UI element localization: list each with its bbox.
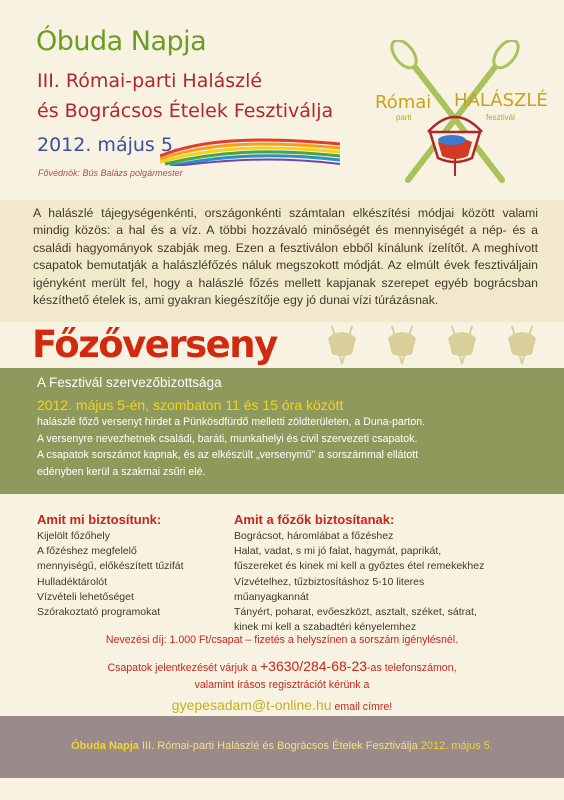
logo-text-parti: parti <box>396 113 412 122</box>
competition-date: 2012. május 5-én, szombaton 11 és 15 óra között <box>37 397 344 413</box>
competition-details <box>37 414 537 480</box>
list-item: Szórakoztató programokat <box>37 606 161 619</box>
we-provide-heading: Amit mi biztosítunk: <box>37 512 162 527</box>
email-link[interactable]: gyepesadam@t-online.hu <box>171 697 332 713</box>
contact-email-line <box>0 697 564 713</box>
page-title: Óbuda Napja <box>36 26 207 57</box>
list-item: fűszereket és kinek mi kell a győztes étel remekekhez <box>234 560 485 573</box>
list-item: Vízvételi lehetőséget <box>37 590 134 603</box>
footer-date: 2012. május 5. <box>420 740 493 752</box>
entry-fee: Nevezési díj: 1.000 Ft/csapat – fizetés a helyszínen a sorszám igénylésnél. <box>105 634 459 646</box>
festival-date: 2012. május 5. <box>37 134 179 156</box>
competition-line: A versenyre nevezhetnek családi, baráti, munkahelyi és civil szervezeti csapatok. <box>37 432 418 445</box>
list-item: kinek mi kell a szabadtéri kényelemhez <box>234 621 417 634</box>
cooking-pots-icon <box>320 320 560 366</box>
competition-organizer: A Fesztivál szervezőbizottsága <box>37 375 222 390</box>
email-suffix: email címre! <box>334 701 393 713</box>
festival-title-line1: III. Római-parti Halászlé <box>37 70 263 92</box>
patron-note: Fővédnök: Bús Balázs polgármester <box>38 168 183 178</box>
we-provide-list <box>37 529 184 620</box>
list-item: A főzéshez megfelelő <box>37 545 137 558</box>
contact-prefix: Csapatok jelentkezését várjuk a <box>107 662 258 674</box>
competition-line: halászlé főző versenyt hirdet a Pünkösdfürdő melletti zöldterületen, a Duna-parton. <box>37 416 426 428</box>
list-item: Vízvételhez, tűzbiztosításhoz 5-10 literes <box>234 575 425 588</box>
intro-paragraph: A halászlé tájegységenkénti, országonkénti számtalan elkészítési módjai között valami mindig közös: a hal és a víz. A többi hozzávaló minőségét és mennyiségét a nép- és a családi hagyományok szabják meg. Ezen a fesztiválon ebből kínálunk ízelítőt. A meghívott csapatok bemutatják a halászléfőzés náluk megszokott módját. Az elmúlt évek fesztiváljain igényként merült fel, hogy a halászlé főzés mellett kapjanak szerepet egyéb bográcsban készíthető ételek is, ami gyakran kiegészítője egy jó dunai vízi túrázásnak. <box>33 206 538 308</box>
logo-text-fesztival: fesztivál <box>486 113 515 122</box>
list-item: Kijelölt főzőhely <box>37 530 110 542</box>
festival-title-line2: és Bográcsos Ételek Fesztiválja <box>37 100 334 122</box>
logo-text-romai: Római <box>375 92 432 113</box>
list-item: Hulladéktárolót <box>37 575 108 588</box>
logo-text-halaszle: HALÁSZLÉ <box>454 90 548 111</box>
list-item: műanyagkannát <box>234 590 309 603</box>
competition-line: A csapatok sorszámot kapnak, és az elkészült „versenymű" a sorszámmal ellátott <box>37 449 419 461</box>
footer-text <box>0 740 564 752</box>
list-item: mennyiségű, előkészített tűzifát <box>37 560 184 573</box>
cooks-provide-list <box>234 529 484 635</box>
list-item: Halat, vadat, s mi jó falat, hagymát, paprikát, <box>234 545 442 558</box>
contact-suffix: -as telefonszámon, <box>367 662 457 674</box>
contact-phone-line <box>0 658 564 674</box>
contact-registration-line: valamint írásos regisztrációt kérünk a <box>194 679 370 691</box>
competition-line: edényben kerül a szakmai zsűri elé. <box>37 465 206 478</box>
list-item: Tányért, poharat, evőeszközt, asztalt, széket, sátrat, <box>234 606 477 619</box>
competition-heading: Főzőverseny <box>32 323 277 366</box>
phone-number[interactable]: +3630/284-68-23 <box>259 658 368 674</box>
rainbow-wave-decoration <box>160 130 340 166</box>
festival-logo-icon <box>360 40 550 190</box>
footer-title: Óbuda Napja <box>71 740 139 752</box>
list-item: Bográcsot, háromlábat a főzéshez <box>234 530 394 542</box>
cooks-provide-heading: Amit a főzők biztosítanak: <box>234 512 395 527</box>
footer-festival: III. Római-parti Halászlé és Bográcsos Ételek Fesztiválja <box>141 740 418 752</box>
